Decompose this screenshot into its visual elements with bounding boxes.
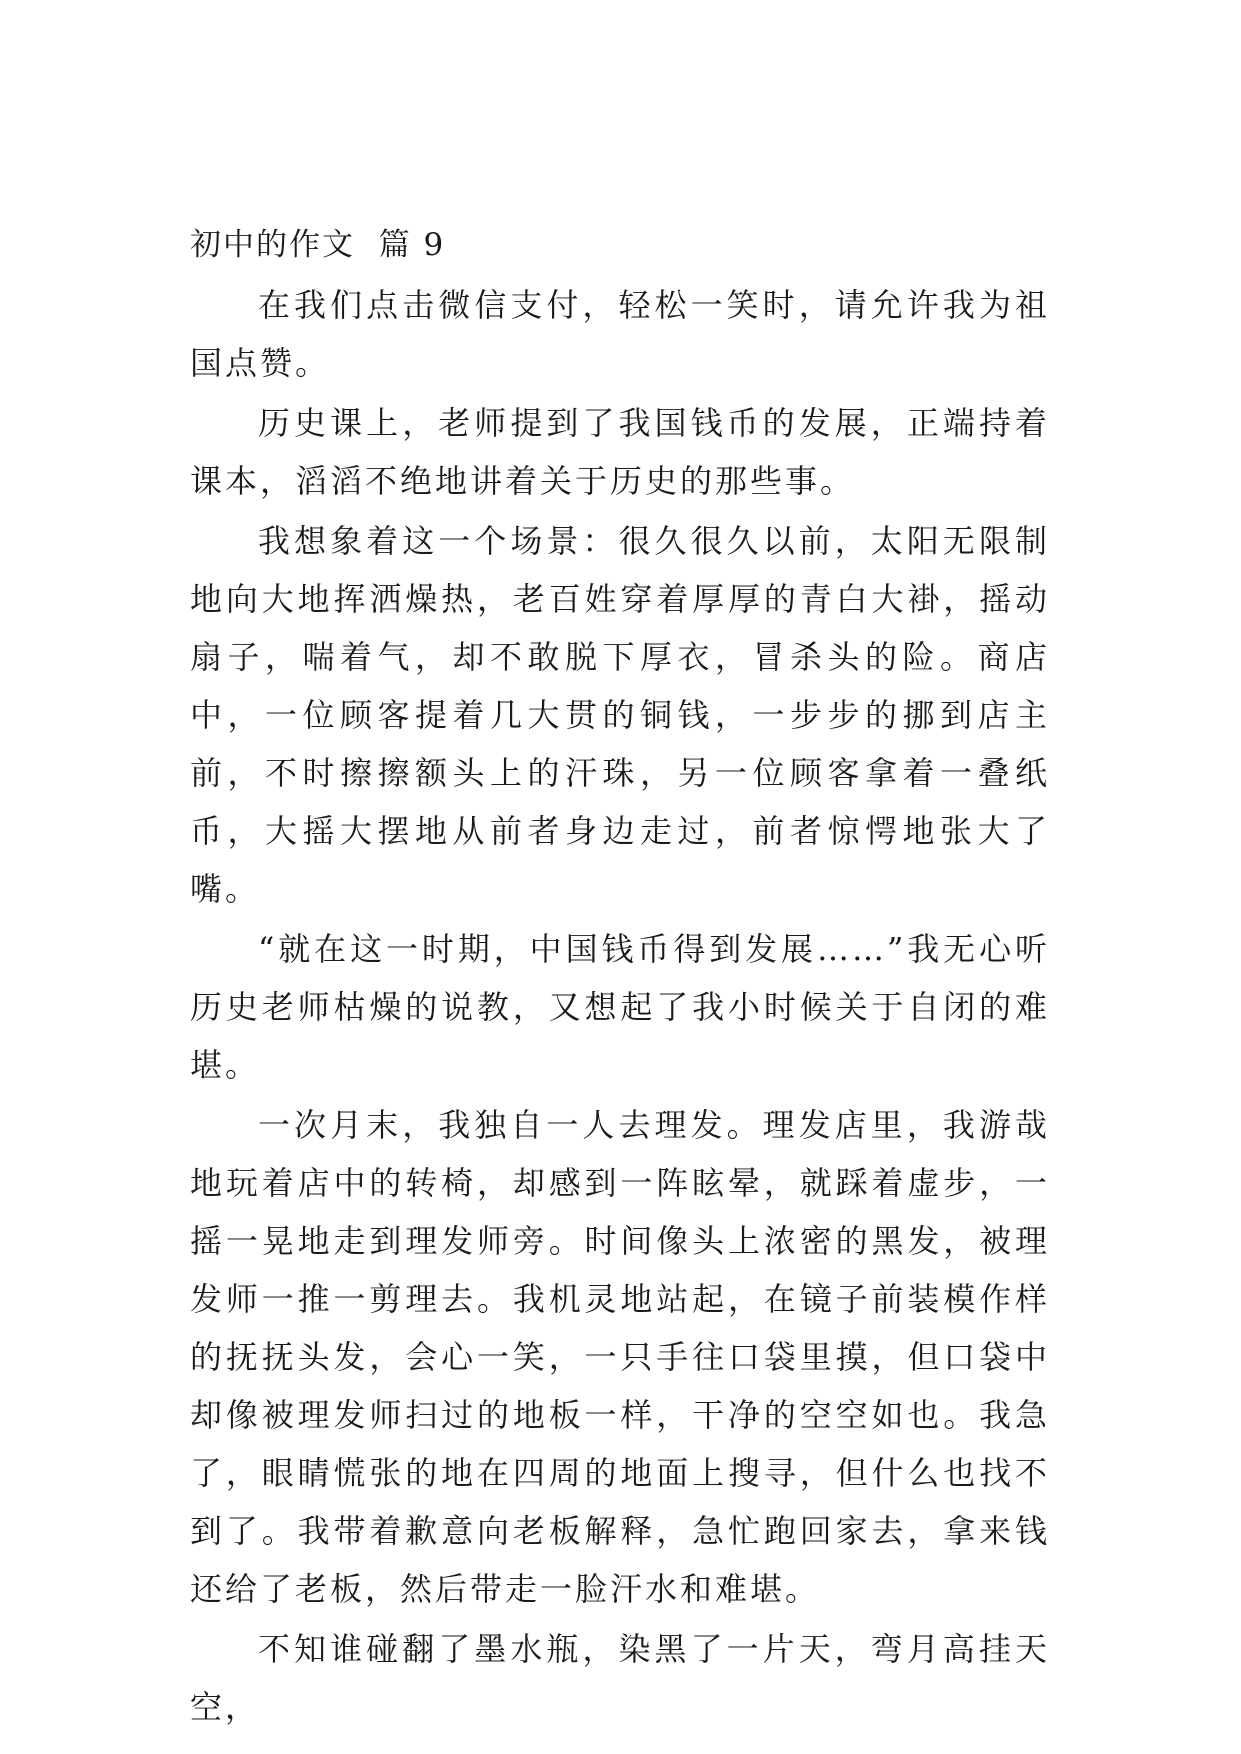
paragraph: “就在这一时期，中国钱币得到发展……”我无心听历史老师枯燥的说教，又想起了我小时候关于自闭的难堪。 xyxy=(190,930,1050,1084)
paragraph: 在我们点击微信支付，轻松一笑时，请允许我为祖国点赞。 xyxy=(190,286,1050,382)
essay-title: 初中的作文 篇 9 xyxy=(190,227,446,263)
paragraph: 不知谁碰翻了墨水瓶，染黑了一片天，弯月高挂天空， xyxy=(190,1630,1050,1726)
paragraph: 历史课上，老师提到了我国钱币的发展，正端持着课本，滔滔不绝地讲着关于历史的那些事。 xyxy=(190,404,1050,500)
document-body xyxy=(190,220,1050,1738)
paragraph: 一次月末，我独自一人去理发。理发店里，我游哉地玩着店中的转椅，却感到一阵眩晕，就踩着虚步，一摇一晃地走到理发师旁。时间像头上浓密的黑发，被理发师一推一剪理去。我机灵地站起，在镜子前装模作样的抚抚头发，会心一笑，一只手往口袋里摸，但口袋中却像被理发师扫过的地板一样，干净的空空如也。我急了，眼睛慌张的地在四周的地面上搜寻，但什么也找不到了。我带着歉意向老板解释，急忙跑回家去，拿来钱还给了老板，然后带走一脸汗水和难堪。 xyxy=(190,1106,1050,1608)
paragraph: 我想象着这一个场景：很久很久以前，太阳无限制地向大地挥洒燥热，老百姓穿着厚厚的青白大褂，摇动扇子，喘着气，却不敢脱下厚衣，冒杀头的险。商店中，一位顾客提着几大贯的铜钱，一步步的挪到店主前，不时擦擦额头上的汗珠，另一位顾客拿着一叠纸币，大摇大摆地从前者身边走过，前者惊愕地张大了嘴。 xyxy=(190,522,1050,908)
